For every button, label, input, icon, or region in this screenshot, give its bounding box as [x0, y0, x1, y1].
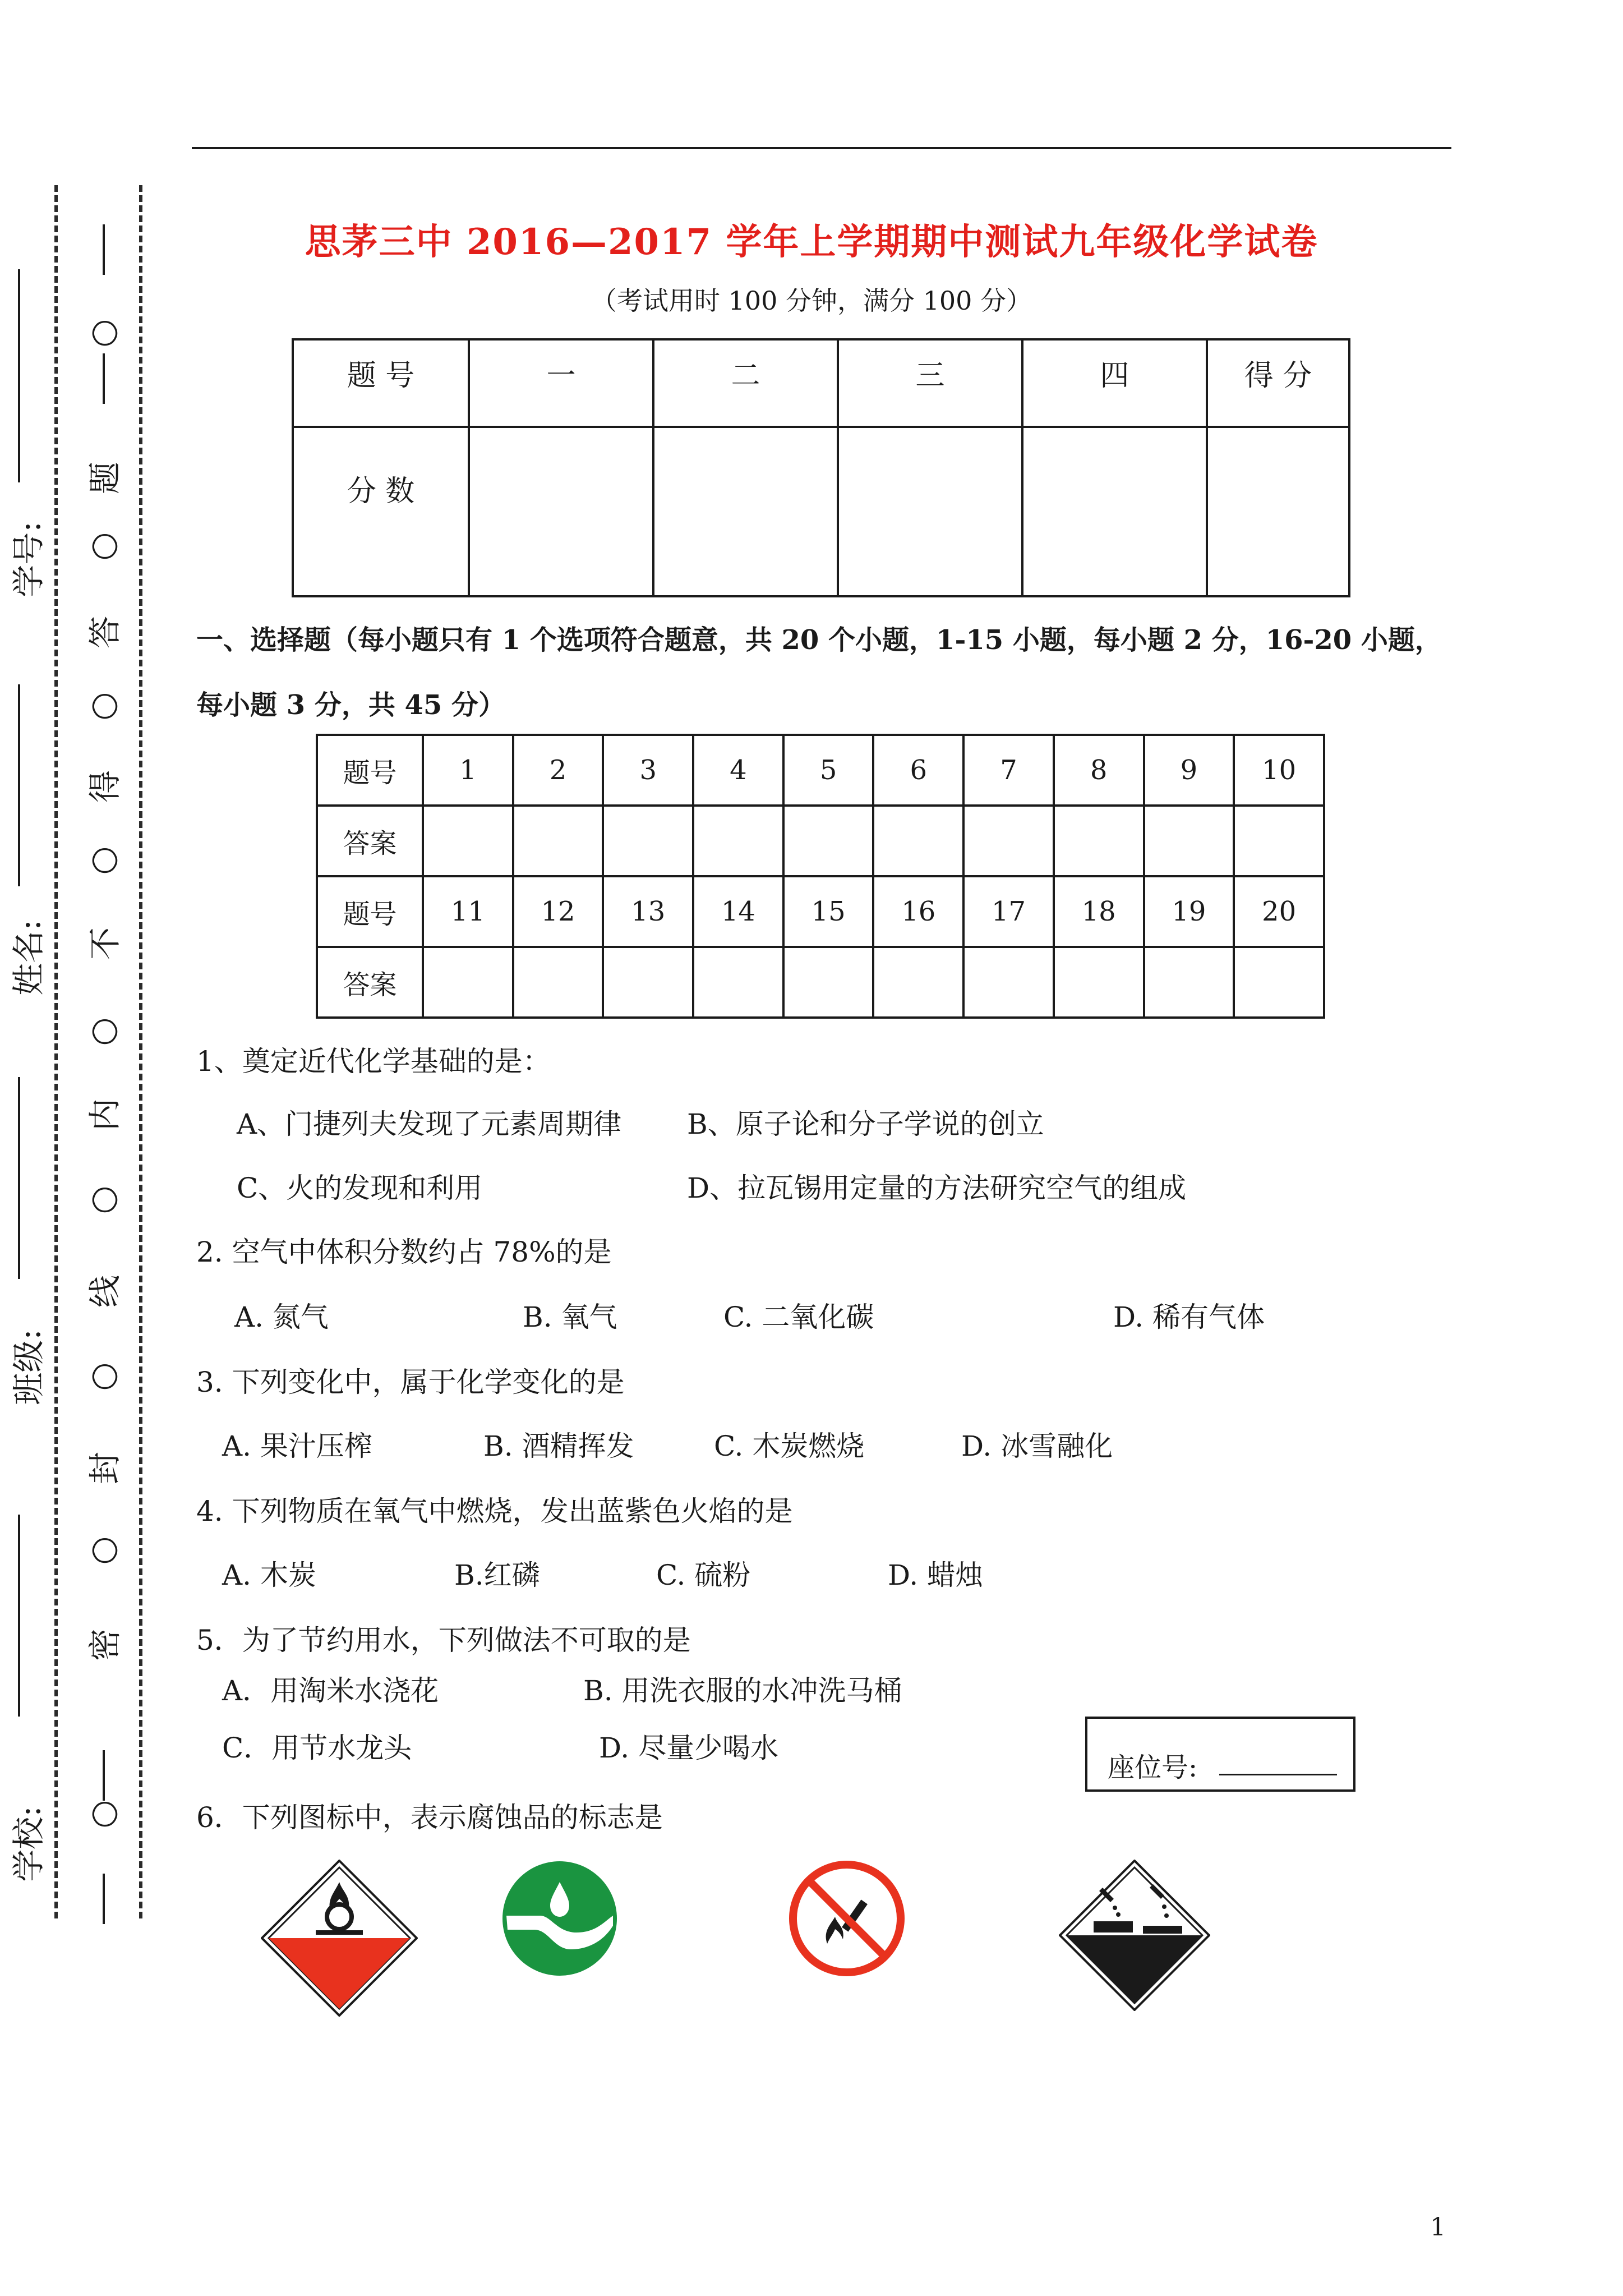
water-saving-sign-icon [501, 1860, 619, 1977]
question-5-option-d: D. 尽量少喝水 [599, 1732, 779, 1764]
question-5-option-c: C．用节水龙头 [222, 1732, 412, 1764]
question-1-stem: 1、奠定近代化学基础的是： [196, 1045, 551, 1078]
exam-title: 思茅三中 2016—2017 学年上学期期中测试九年级化学试卷 [305, 221, 1318, 263]
seat-number-field[interactable] [1219, 1774, 1337, 1775]
question-4-option-b: B.红磷 [454, 1559, 540, 1591]
question-3-option-c: C. 木炭燃烧 [714, 1430, 865, 1462]
question-3-stem: 3. 下列变化中，属于化学变化的是 [196, 1366, 625, 1398]
score-header-cell: 题 号 [293, 339, 469, 427]
answer-cell[interactable] [693, 947, 783, 1018]
question-5-option-b: B. 用洗衣服的水冲洗马桶 [583, 1674, 902, 1707]
margin-label-class: 班级: [9, 1329, 48, 1405]
top-rule [192, 147, 1451, 149]
score-input-cell[interactable] [838, 427, 1022, 596]
section-heading-cont: 每小题 3 分，共 45 分） [196, 689, 506, 721]
seal-char: 密 [86, 1628, 124, 1662]
question-number: 11 [423, 876, 513, 947]
answer-cell[interactable] [423, 806, 513, 876]
margin-label-student-id: 学号: [9, 521, 48, 597]
dashed-line-left [54, 185, 58, 1918]
question-1-option-a: A、门捷列夫发现了元素周期律 [237, 1108, 622, 1140]
seal-char: ○ [83, 1185, 121, 1214]
question-number: 17 [963, 876, 1054, 947]
fill-line-school [18, 1515, 20, 1717]
seal-char: 不 [86, 927, 124, 960]
question-number: 7 [963, 735, 1054, 806]
question-number: 4 [693, 735, 783, 806]
seal-char: 封 [86, 1452, 124, 1485]
answer-cell[interactable] [1234, 806, 1324, 876]
answer-cell[interactable] [513, 806, 603, 876]
score-input-cell[interactable] [653, 427, 838, 596]
score-row-label: 分 数 [293, 427, 469, 596]
question-number: 1 [423, 735, 513, 806]
dashed-line-right [139, 185, 142, 1918]
fill-line-name [18, 684, 20, 886]
question-2-option-c: C. 二氧化碳 [723, 1301, 874, 1333]
seal-char: ○ [83, 1017, 121, 1046]
question-4-option-a: A. 木炭 [222, 1559, 316, 1591]
question-2-option-b: B. 氧气 [523, 1301, 617, 1333]
score-header-cell: 得 分 [1207, 339, 1349, 427]
question-number: 18 [1054, 876, 1144, 947]
question-number: 2 [513, 735, 603, 806]
answer-cell[interactable] [1054, 806, 1144, 876]
score-header-cell: 一 [469, 339, 653, 427]
question-number: 12 [513, 876, 603, 947]
question-4-option-c: C. 硫粉 [656, 1559, 751, 1591]
question-number: 15 [783, 876, 874, 947]
question-3-option-b: B. 酒精挥发 [483, 1430, 634, 1462]
seal-char: 题 [86, 462, 124, 495]
seal-char: ○ [83, 319, 121, 348]
question-2-stem: 2. 空气中体积分数约占 78%的是 [196, 1236, 612, 1268]
answer-cell[interactable] [603, 947, 693, 1018]
question-3-option-d: D. 冰雪融化 [961, 1430, 1113, 1462]
question-number: 9 [1144, 735, 1234, 806]
answer-cell[interactable] [693, 806, 783, 876]
question-number: 8 [1054, 735, 1144, 806]
answer-table-label: 题号 [317, 735, 423, 806]
answer-table-label: 答案 [317, 947, 423, 1018]
seal-char: ○ [83, 692, 121, 721]
answer-cell[interactable] [1234, 947, 1324, 1018]
answer-cell[interactable] [513, 947, 603, 1018]
score-header-cell: 二 [653, 339, 838, 427]
seal-char: ○ [83, 846, 121, 875]
question-6-stem: 6．下列图标中，表示腐蚀品的标志是 [196, 1801, 663, 1834]
score-input-cell[interactable] [1207, 427, 1349, 596]
question-1-option-d: D、拉瓦锡用定量的方法研究空气的组成 [687, 1172, 1187, 1204]
question-number: 19 [1144, 876, 1234, 947]
fill-line-class [18, 1077, 20, 1279]
exam-subtitle: （考试用时 100 分钟，满分 100 分） [591, 286, 1032, 316]
answer-cell[interactable] [783, 947, 874, 1018]
score-header-cell: 三 [838, 339, 1022, 427]
score-header-cell: 四 [1022, 339, 1207, 427]
answer-cell[interactable] [873, 947, 963, 1018]
answer-cell[interactable] [873, 806, 963, 876]
question-5-option-a: A．用淘米水浇花 [222, 1674, 439, 1707]
question-1-option-b: B、原子论和分子学说的创立 [687, 1108, 1044, 1140]
margin-label-name: 姓名: [9, 919, 48, 996]
oxidizer-sign-icon [261, 1860, 418, 2017]
question-number: 13 [603, 876, 693, 947]
seat-number-label: 座位号: [1108, 1752, 1198, 1783]
question-4-stem: 4. 下列物质在氧气中燃烧，发出蓝紫色火焰的是 [196, 1495, 793, 1527]
score-input-cell[interactable] [469, 427, 653, 596]
seal-char: 内 [86, 1098, 124, 1131]
question-number: 10 [1234, 735, 1324, 806]
answer-cell[interactable] [1054, 947, 1144, 1018]
question-2-option-d: D. 稀有气体 [1113, 1301, 1265, 1333]
question-4-option-d: D. 蜡烛 [888, 1559, 984, 1591]
question-2-option-a: A. 氮气 [234, 1301, 329, 1333]
seal-char: ○ [83, 1536, 121, 1565]
answer-cell[interactable] [963, 947, 1054, 1018]
question-number: 3 [603, 735, 693, 806]
seal-char: 线 [86, 1275, 124, 1308]
answer-cell[interactable] [1144, 947, 1234, 1018]
answer-cell[interactable] [783, 806, 874, 876]
seal-char: ○ [83, 1362, 121, 1391]
margin-label-school: 学校: [9, 1806, 48, 1882]
question-3-option-a: A. 果汁压榨 [222, 1430, 372, 1462]
question-1-option-c: C、火的发现和利用 [237, 1172, 483, 1204]
question-number: 6 [873, 735, 963, 806]
seat-number-box [1085, 1717, 1355, 1792]
answer-cell[interactable] [1144, 806, 1234, 876]
question-5-stem: 5．为了节约用水，下列做法不可取的是 [196, 1624, 691, 1657]
seal-char: 答 [86, 616, 124, 649]
answer-cell[interactable] [963, 806, 1054, 876]
seal-char: ○ [83, 1800, 121, 1829]
seal-char: 得 [86, 770, 124, 803]
question-number: 5 [783, 735, 874, 806]
answer-table-label: 答案 [317, 806, 423, 876]
page-number: 1 [1430, 2213, 1446, 2242]
corrosive-sign-icon [1059, 1860, 1210, 2011]
question-number: 20 [1234, 876, 1324, 947]
seal-char: ○ [83, 532, 121, 561]
section-heading: 一、选择题（每小题只有 1 个选项符合题意，共 20 个小题，1-15 小题，每小题 2 分，16-20 小题， [196, 624, 1442, 656]
answer-cell[interactable] [603, 806, 693, 876]
question-number: 16 [873, 876, 963, 947]
answer-table-label: 题号 [317, 876, 423, 947]
answer-table [316, 734, 1325, 1019]
answer-cell[interactable] [423, 947, 513, 1018]
seal-column [80, 224, 125, 1930]
score-input-cell[interactable] [1022, 427, 1207, 596]
question-number: 14 [693, 876, 783, 947]
score-table [292, 338, 1350, 597]
no-fire-sign-icon [788, 1860, 906, 1977]
